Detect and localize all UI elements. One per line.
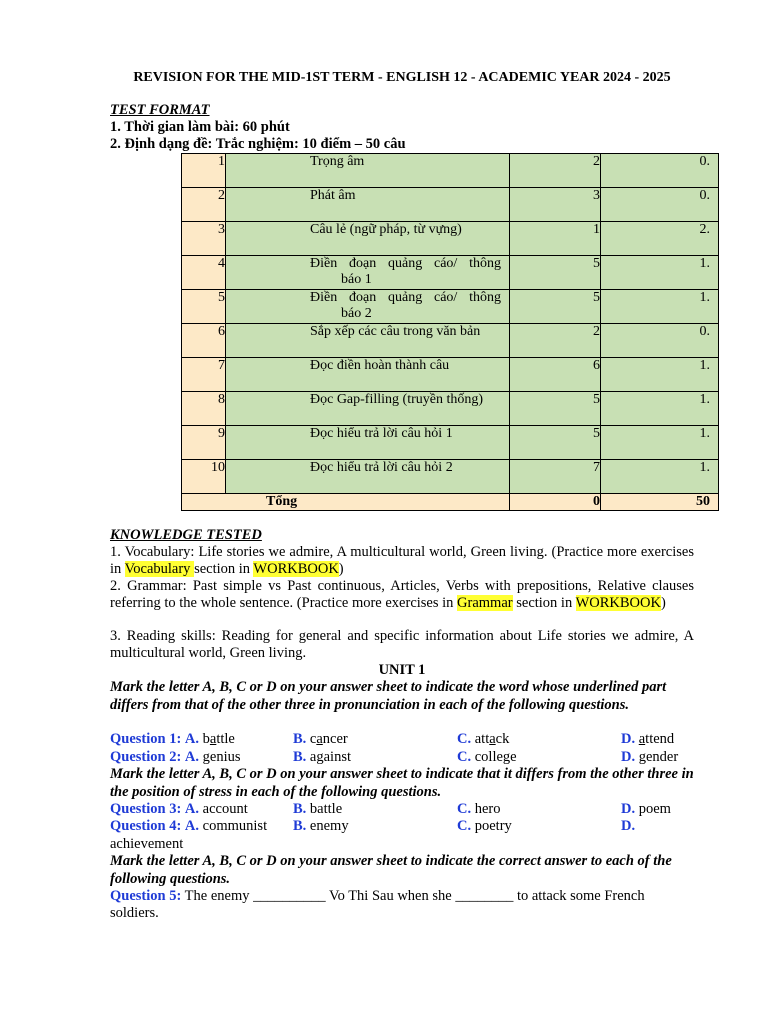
test-format-heading: TEST FORMAT bbox=[110, 102, 210, 118]
option-text: communist bbox=[202, 818, 268, 834]
option-text: enemy bbox=[309, 818, 349, 834]
topic-text-continued: báo 1 bbox=[341, 272, 372, 287]
option-text: ck bbox=[495, 731, 510, 747]
vocab-highlight: Vocabulary bbox=[124, 561, 195, 577]
row-points: 0. bbox=[601, 188, 719, 222]
underlined-letter: g bbox=[202, 749, 210, 765]
row-topic bbox=[226, 460, 510, 494]
row-points: 0. bbox=[601, 324, 719, 358]
test-format-table bbox=[181, 153, 719, 511]
row-question-count: 2 bbox=[510, 324, 601, 358]
option-text: e bbox=[510, 749, 517, 765]
row-topic bbox=[226, 426, 510, 460]
vocab-text: 1. Vocabulary: Life stories we admire, A multicultural world, Green living. (Practice more exercises in bbox=[110, 544, 694, 577]
knowledge-heading: KNOWLEDGE TESTED bbox=[110, 527, 262, 543]
row-number: 5 bbox=[182, 290, 226, 324]
format-row bbox=[182, 256, 719, 290]
row-number: 6 bbox=[182, 324, 226, 358]
row-points: 1. bbox=[601, 256, 719, 290]
row-question-count: 5 bbox=[510, 290, 601, 324]
topic-text: Điền đoạn quảng cáo/ thông bbox=[310, 290, 501, 305]
row-question-count: 5 bbox=[510, 426, 601, 460]
underlined-letter: g bbox=[638, 749, 646, 765]
total-points: 50 bbox=[601, 494, 719, 511]
option-text: att bbox=[474, 731, 490, 747]
row-question-count: 7 bbox=[510, 460, 601, 494]
row-topic bbox=[226, 392, 510, 426]
underlined-letter: g bbox=[502, 749, 511, 765]
question-4-option-d-text: achievement bbox=[110, 836, 184, 852]
row-topic bbox=[226, 358, 510, 392]
option-text: account bbox=[202, 801, 248, 817]
option-text: ttle bbox=[216, 731, 235, 747]
row-number: 3 bbox=[182, 222, 226, 256]
option-letter: A. bbox=[184, 801, 200, 817]
option-letter: B. bbox=[293, 801, 307, 817]
topic-text: Đọc hiểu trả lời câu hỏi 2 bbox=[310, 460, 453, 475]
row-points: 1. bbox=[601, 426, 719, 460]
workbook-highlight: WORKBOOK bbox=[253, 561, 339, 577]
topic-text: Đọc điền hoàn thành câu bbox=[310, 358, 450, 373]
option-text: ainst bbox=[323, 749, 351, 765]
underlined-letter: a bbox=[209, 731, 217, 747]
row-question-count: 1 bbox=[510, 222, 601, 256]
vocab-text-2: section in bbox=[194, 561, 254, 577]
row-topic bbox=[226, 188, 510, 222]
option-letter: B. bbox=[293, 818, 307, 834]
row-topic bbox=[226, 290, 510, 324]
format-row bbox=[182, 426, 719, 460]
row-topic bbox=[226, 256, 510, 290]
row-points: 1. bbox=[601, 358, 719, 392]
grammar-text-2: section in bbox=[512, 595, 576, 611]
row-number: 2 bbox=[182, 188, 226, 222]
instruction-stress: Mark the letter A, B, C or D on your answer sheet to indicate that it differs from the other three in the position of stress in each of the following questions. bbox=[110, 766, 694, 800]
grammar-highlight: Grammar bbox=[457, 595, 513, 611]
option-letter: D. bbox=[621, 731, 636, 747]
option-text: ttend bbox=[645, 731, 675, 747]
option-text: a bbox=[309, 749, 317, 765]
row-topic bbox=[226, 154, 510, 188]
topic-text: Sắp xếp các câu trong văn bản bbox=[310, 324, 481, 339]
option-text: ender bbox=[645, 749, 679, 765]
knowledge-vocabulary bbox=[110, 544, 694, 578]
row-number: 8 bbox=[182, 392, 226, 426]
question-label: Question 4: bbox=[110, 818, 182, 834]
total-label: Tổng bbox=[182, 494, 510, 511]
row-topic bbox=[226, 222, 510, 256]
option-text: poetry bbox=[474, 818, 512, 834]
format-row bbox=[182, 154, 719, 188]
question-text: The enemy __________ Vo Thi Sau when she ________ to attack some French soldiers. bbox=[110, 888, 645, 921]
option-letter: D. bbox=[621, 749, 636, 765]
option-letter: D. bbox=[621, 801, 636, 817]
underlined-letter: g bbox=[316, 749, 324, 765]
option-letter: C. bbox=[457, 818, 472, 834]
topic-text: Đọc Gap-filling (truyền thống) bbox=[310, 392, 484, 407]
format-row bbox=[182, 460, 719, 494]
row-question-count: 5 bbox=[510, 392, 601, 426]
grammar-text: 2. Grammar: Past simple vs Past continuous, Articles, Verbs with prepositions, Relative clauses referring to the whole sentence. (Practice more exercises in bbox=[110, 578, 694, 611]
format-row bbox=[182, 188, 719, 222]
option-text: enius bbox=[209, 749, 241, 765]
row-question-count: 6 bbox=[510, 358, 601, 392]
knowledge-reading: 3. Reading skills: Reading for general and specific information about Life stories we admire, A multicultural world, Green living. bbox=[110, 628, 694, 661]
option-text: colle bbox=[474, 749, 503, 765]
option-text: poem bbox=[638, 801, 671, 817]
option-text: hero bbox=[474, 801, 501, 817]
grammar-text-3: ) bbox=[660, 595, 666, 611]
row-points: 2. bbox=[601, 222, 719, 256]
vocab-text-3: ) bbox=[338, 561, 344, 577]
row-number: 1 bbox=[182, 154, 226, 188]
unit-title: UNIT 1 bbox=[378, 662, 426, 678]
underlined-letter: a bbox=[638, 731, 646, 747]
row-points: 0. bbox=[601, 154, 719, 188]
option-letter: B. bbox=[293, 731, 307, 747]
option-letter: A. bbox=[184, 731, 200, 747]
question-5 bbox=[110, 888, 694, 922]
knowledge-grammar bbox=[110, 578, 694, 612]
format-row bbox=[182, 358, 719, 392]
row-number: 9 bbox=[182, 426, 226, 460]
option-letter: B. bbox=[293, 749, 307, 765]
option-letter: A. bbox=[184, 749, 200, 765]
option-letter: D. bbox=[621, 818, 636, 834]
question-3 bbox=[110, 801, 710, 818]
option-text: c bbox=[309, 731, 317, 747]
question-label: Question 2: bbox=[110, 749, 182, 765]
option-letter: C. bbox=[457, 801, 472, 817]
row-number: 10 bbox=[182, 460, 226, 494]
topic-text-continued: báo 2 bbox=[341, 306, 372, 321]
option-text: battle bbox=[309, 801, 343, 817]
row-question-count: 3 bbox=[510, 188, 601, 222]
instruction-correct-answer: Mark the letter A, B, C or D on your answer sheet to indicate the correct answer to each of the following questions. bbox=[110, 853, 672, 887]
option-text: ncer bbox=[322, 731, 348, 747]
topic-text: Điền đoạn quảng cáo/ thông bbox=[310, 256, 501, 271]
topic-text: Phát âm bbox=[310, 188, 356, 203]
row-number: 7 bbox=[182, 358, 226, 392]
option-letter: A. bbox=[184, 818, 200, 834]
row-question-count: 2 bbox=[510, 154, 601, 188]
question-1 bbox=[110, 731, 710, 748]
row-points: 1. bbox=[601, 460, 719, 494]
option-letter: C. bbox=[457, 749, 472, 765]
format-row bbox=[182, 324, 719, 358]
format-row bbox=[182, 290, 719, 324]
row-number: 4 bbox=[182, 256, 226, 290]
option-letter: C. bbox=[457, 731, 472, 747]
question-label: Question 1: bbox=[110, 731, 182, 747]
row-question-count: 5 bbox=[510, 256, 601, 290]
option-text: b bbox=[202, 731, 210, 747]
topic-text: Trọng âm bbox=[310, 154, 365, 169]
test-duration: 1. Thời gian làm bài: 60 phút bbox=[110, 119, 290, 135]
row-topic bbox=[226, 324, 510, 358]
workbook-highlight-2: WORKBOOK bbox=[575, 595, 661, 611]
document-title: REVISION FOR THE MID-1ST TERM - ENGLISH 12 - ACADEMIC YEAR 2024 - 2025 bbox=[133, 70, 671, 85]
total-row bbox=[182, 494, 719, 511]
format-row bbox=[182, 222, 719, 256]
total-count: 0 bbox=[510, 494, 601, 511]
instruction-pronunciation: Mark the letter A, B, C or D on your answer sheet to indicate the word whose underlined part differs from that of the other three in pronunciation in each of the following questions. bbox=[110, 679, 667, 713]
question-label: Question 5: bbox=[110, 888, 182, 904]
underlined-letter: a bbox=[316, 731, 323, 747]
row-points: 1. bbox=[601, 392, 719, 426]
row-points: 1. bbox=[601, 290, 719, 324]
topic-text: Câu lẻ (ngữ pháp, từ vựng) bbox=[310, 222, 462, 237]
question-2 bbox=[110, 749, 710, 766]
format-row bbox=[182, 392, 719, 426]
question-label: Question 3: bbox=[110, 801, 182, 817]
test-structure: 2. Định dạng đề: Trắc nghiệm: 10 điểm – 50 câu bbox=[110, 136, 406, 152]
underlined-letter: a bbox=[489, 731, 496, 747]
question-4 bbox=[110, 818, 710, 835]
topic-text: Đọc hiểu trả lời câu hỏi 1 bbox=[310, 426, 453, 441]
